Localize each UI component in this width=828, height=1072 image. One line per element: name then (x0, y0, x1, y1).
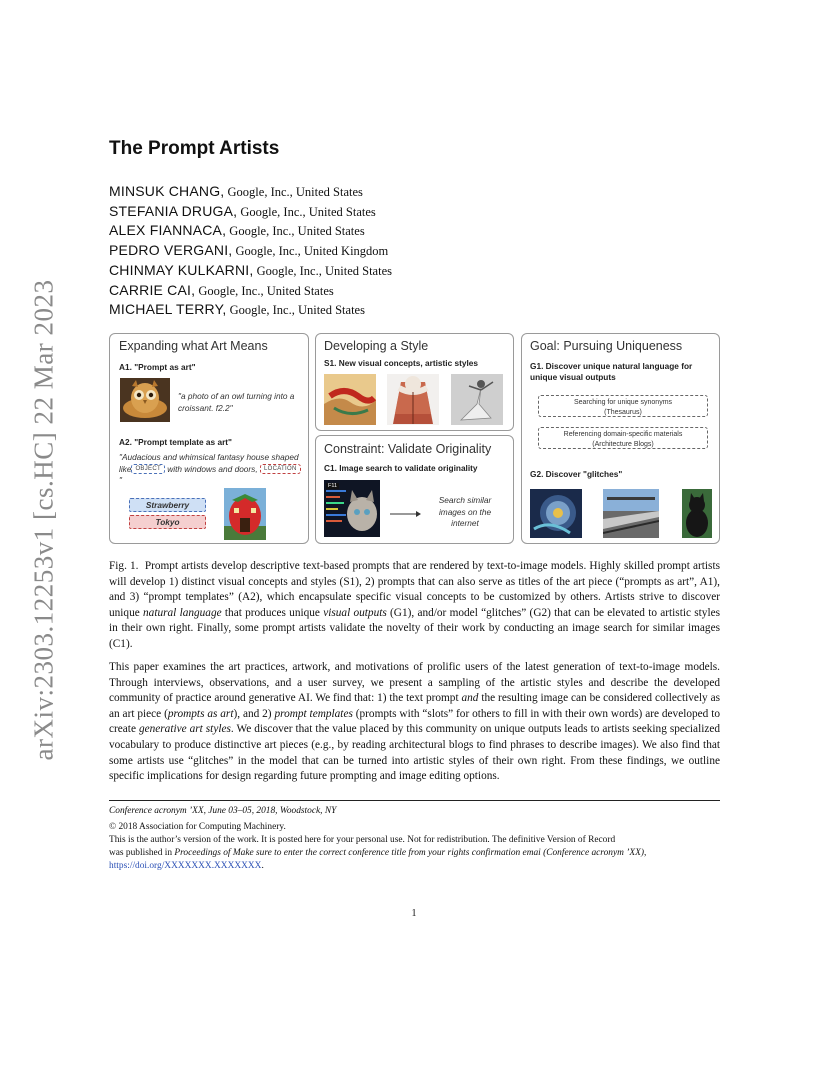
author (109, 182, 709, 202)
glitch-image-cat (682, 489, 712, 538)
owl-croissant-image (120, 378, 170, 422)
abstract (109, 660, 720, 785)
author (109, 300, 709, 320)
conference-line: Conference acronym ’XX, June 03–05, 2018, Woodstock, NY (109, 806, 337, 816)
a2-text-part2: with windows and doors, (167, 463, 258, 474)
caption-em-2: visual outputs (323, 606, 387, 619)
a1-label: A1. "Prompt as art" (119, 362, 196, 372)
a2-text-part1: "Audacious and whimsical fantasy house shaped like (119, 452, 299, 474)
thesaurus-line1: Searching for unique synonyms (573, 399, 673, 406)
author-affiliation: Google, Inc., United States (229, 303, 365, 318)
abstract-text-4: (prompts with “slots” for others to fill in with their own words) are developed to create (109, 707, 720, 736)
panel-title: Expanding what Art Means (119, 339, 268, 353)
tokyo-slot-value: Tokyo (129, 515, 206, 529)
glitch-image-train-station (603, 489, 659, 538)
search-similar-text: Search similar images on the internet (438, 495, 492, 528)
panel-validate-originality (315, 435, 514, 544)
doi-line (109, 860, 720, 873)
author (109, 202, 709, 222)
caption-label: Fig. 1. (109, 560, 139, 572)
a2-text-end: " (119, 475, 122, 485)
author-name: MICHAEL TERRY, (109, 301, 227, 318)
copyright-line: © 2018 Association for Computing Machinery. (109, 822, 286, 832)
style-image-sculpture (324, 374, 376, 425)
strawberry-house-image (224, 488, 266, 540)
author-affiliation: Google, Inc., United States (256, 263, 392, 278)
author-list (109, 182, 709, 320)
caption-text-2: that produces unique (221, 606, 324, 619)
panel-title: Goal: Pursuing Uniqueness (530, 339, 683, 353)
author-name: CARRIE CAI, (109, 281, 196, 298)
author (109, 241, 709, 261)
a2-label: A2. "Prompt template as art" (119, 437, 232, 447)
panel-developing-style (315, 333, 514, 431)
note-suffix: , (643, 848, 647, 859)
abstract-em-2: prompts as art (167, 707, 234, 720)
panel-expanding-art (109, 333, 309, 544)
glitch-image-clock (530, 489, 582, 538)
author-affiliation: Google, Inc., United States (198, 283, 334, 298)
arrow-icon (390, 510, 422, 518)
architecture-line2: (Architecture Blogs) (592, 440, 654, 448)
abstract-text-5: . We discover that the value placed by this community on unique outputs leads to artists seeking specialized vocabulary to produce distinctive art pieces (e.g., by reading architectural blogs to find phrases to describe images). We also find that some artists use “glitches” in the model that can be turned into artistic styles of their own right. From these findings, we outline specific implications for design regarding future prompting and image editing options. (109, 723, 721, 783)
conference-info (109, 805, 720, 818)
author-affiliation: Google, Inc., United Kingdom (235, 244, 389, 259)
author (109, 281, 709, 301)
note-prefix: was published in (109, 848, 175, 859)
author-affiliation: Google, Inc., United States (229, 224, 365, 239)
version-note-line1: This is the author’s version of the work. It is posted here for your personal use. Not for redistribution. The definitive Version of Record (109, 835, 616, 845)
abstract-text-2: the resulting image can be considered collectively as an art piece ( (109, 692, 720, 720)
a2-template-text (119, 452, 301, 487)
abstract-em-4: generative art styles (138, 723, 231, 736)
location-slot-tag: LOCATION (260, 464, 301, 474)
g2-label: G2. Discover "glitches" (530, 469, 623, 479)
style-image-dancer (451, 374, 503, 425)
doi-link[interactable]: https://doi.org/XXXXXXX.XXXXXXX (109, 861, 262, 872)
strawberry-slot-value: Strawberry (129, 498, 206, 512)
author-name: ALEX FIANNACA, (109, 222, 227, 239)
panel-pursuing-uniqueness (521, 333, 720, 544)
author-name: STEFANIA DRUGA, (109, 202, 238, 219)
author-affiliation: Google, Inc., United States (240, 204, 376, 219)
architecture-blogs-box (538, 427, 708, 449)
panel-title: Constraint: Validate Originality (324, 442, 492, 456)
abstract-text-1: This paper examines the art practices, artwork, and motivations of prolific users of the latest generation of text-to-image models. Through interviews, observations, and a user survey, we present a sampling of the artistic styles and describe the developed community of practice around generative AI. We find that: 1) the text prompt (109, 661, 720, 705)
caption-text-3: (G1), and/or model “glitches” (G2) that can be elevated to artistic styles in their own right. Finally, some prompt artists validate the novelty of their work by conducting an image search for similar images (C1). (109, 606, 721, 650)
abstract-em-1: and (461, 692, 479, 705)
thesaurus-box (538, 395, 708, 417)
panel-title: Developing a Style (324, 339, 429, 353)
author-affiliation: Google, Inc., United States (227, 185, 363, 199)
version-note (109, 834, 720, 874)
doi-end: . (261, 861, 264, 872)
author-name: PEDRO VERGANI, (109, 242, 233, 259)
caption-text-1: Prompt artists develop descriptive text-based prompts that are rendered by text-to-image models. Highly skilled prompt artists will develop 1) distinct visual concepts and styles (S1), 2) prompts that can also serve as titles of the art piece (“prompts as art”, A1), and 3) “prompt templates” (A2), which encapsulate specific visual concepts to be customized by others. Artists strive to discover unique (109, 560, 720, 619)
figure-caption (109, 559, 720, 653)
s1-label: S1. New visual concepts, artistic styles (324, 358, 479, 368)
abstract-em-3: prompt templates (274, 707, 353, 720)
architecture-line1: Referencing domain-specific materials (563, 431, 683, 438)
c1-label: C1. Image search to validate originality (324, 463, 478, 473)
arxiv-identifier: arXiv:2303.12253v1 [cs.HC] 22 Mar 2023 (28, 279, 59, 761)
style-image-fur-jacket (387, 374, 439, 425)
g1-label: G1. Discover unique natural language for unique visual outputs (530, 361, 693, 382)
thesaurus-line2: (Thesaurus) (604, 408, 642, 416)
f11-badge: F11 (328, 483, 338, 489)
object-slot-tag: OBJECT (131, 464, 164, 474)
footnote-divider (109, 800, 720, 801)
page-number: 1 (411, 908, 417, 919)
author (109, 221, 709, 241)
author (109, 261, 709, 281)
caption-em-1: natural language (143, 606, 222, 619)
paper-title: The Prompt Artists (109, 138, 280, 159)
proceedings-title: Proceedings of Make sure to enter the correct conference title from your rights confirmation emai (Conference acronym ’XX) (174, 848, 644, 859)
author-name: CHINMAY KULKARNI, (109, 261, 254, 278)
a1-prompt-quote: "a photo of an owl turning into a croissant. f2.2" (178, 391, 295, 413)
version-note-line2 (109, 847, 720, 860)
abstract-text-3: ), and 2) (233, 707, 275, 720)
author-name: MINSUK CHANG, (109, 183, 225, 199)
